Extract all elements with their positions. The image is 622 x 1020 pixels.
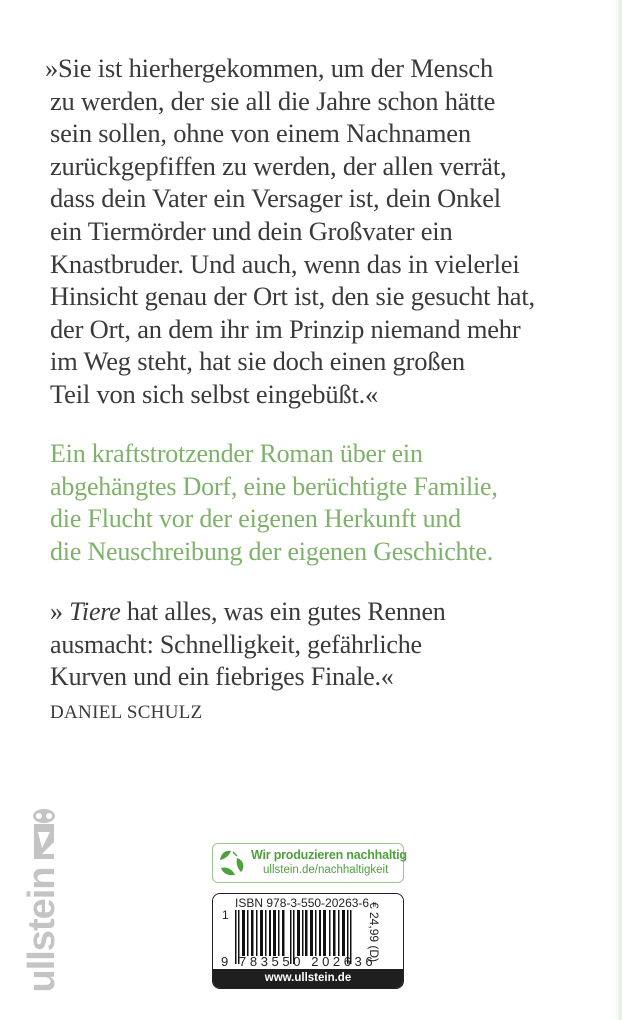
review-line xyxy=(50,596,570,629)
quote-line: Hinsicht genau der Ort ist, den sie gesucht hat, xyxy=(50,281,535,312)
eco-title: Wir produzieren nachhaltig xyxy=(251,848,407,862)
review-text: hat alles, was ein gutes Rennen xyxy=(120,597,446,626)
quote-line: zu werden, der sie all die Jahre schon hätte xyxy=(50,85,496,116)
quote-line: im Weg steht, hat sie doch einen großen xyxy=(50,346,465,377)
eco-url: ullstein.de/nachhaltigkeit xyxy=(263,864,389,876)
review-quote xyxy=(50,596,570,694)
quote-line: sein sollen, ohne von einem Nachnamen xyxy=(50,118,471,149)
quote-line: Knastbruder. Und auch, wenn das in vielerlei xyxy=(50,248,520,279)
barcode-label xyxy=(212,893,404,989)
publisher-logo xyxy=(22,790,62,1010)
book-title: Tiere xyxy=(69,597,121,626)
publisher-name: ullstein xyxy=(21,867,63,993)
blurb-line: Ein kraftstrotzender Roman über ein xyxy=(50,439,423,468)
quote-line: zurückgepfiffen zu werden, der allen verrät, xyxy=(50,150,507,181)
blurb-line: die Neuschreibung der eigenen Geschichte. xyxy=(50,536,494,566)
blurb-line: die Flucht vor der eigenen Herkunft und xyxy=(50,504,461,533)
quote-line: dass dein Vater ein Versager ist, dein Onkel xyxy=(50,183,501,214)
recycle-leaves-icon xyxy=(217,848,247,878)
price-label: € 24,99 (D) xyxy=(367,902,381,963)
publisher-url: www.ullstein.de xyxy=(213,969,403,988)
barcode-digits: 9 783550 202636 xyxy=(221,954,377,969)
book-blurb xyxy=(50,438,570,568)
review-line: Kurven und ein fiebriges Finale.« xyxy=(50,662,394,691)
sustainability-label xyxy=(212,843,407,883)
review-line: ausmacht: Schnelligkeit, gefährliche xyxy=(50,629,422,659)
quote-line: ein Tiermörder und dein Großvater ein xyxy=(50,215,453,246)
quote-line: der Ort, an dem ihr im Prinzip niemand mehr xyxy=(50,313,521,344)
isbn-text: ISBN 978-3-550-20263-6 xyxy=(235,896,370,910)
quote-line: Teil von sich selbst eingebüßt.« xyxy=(50,378,379,409)
review-author: DANIEL SCHULZ xyxy=(50,702,203,723)
blurb-line: abgehängtes Dorf, eine berüchtigte Familie, xyxy=(50,471,498,501)
quote-line: »Sie ist hierhergekommen, um der Mensch xyxy=(45,53,494,83)
open-quote: » xyxy=(50,597,70,626)
main-quote xyxy=(45,52,570,411)
barcode-addon-digit: 1 xyxy=(222,908,229,922)
